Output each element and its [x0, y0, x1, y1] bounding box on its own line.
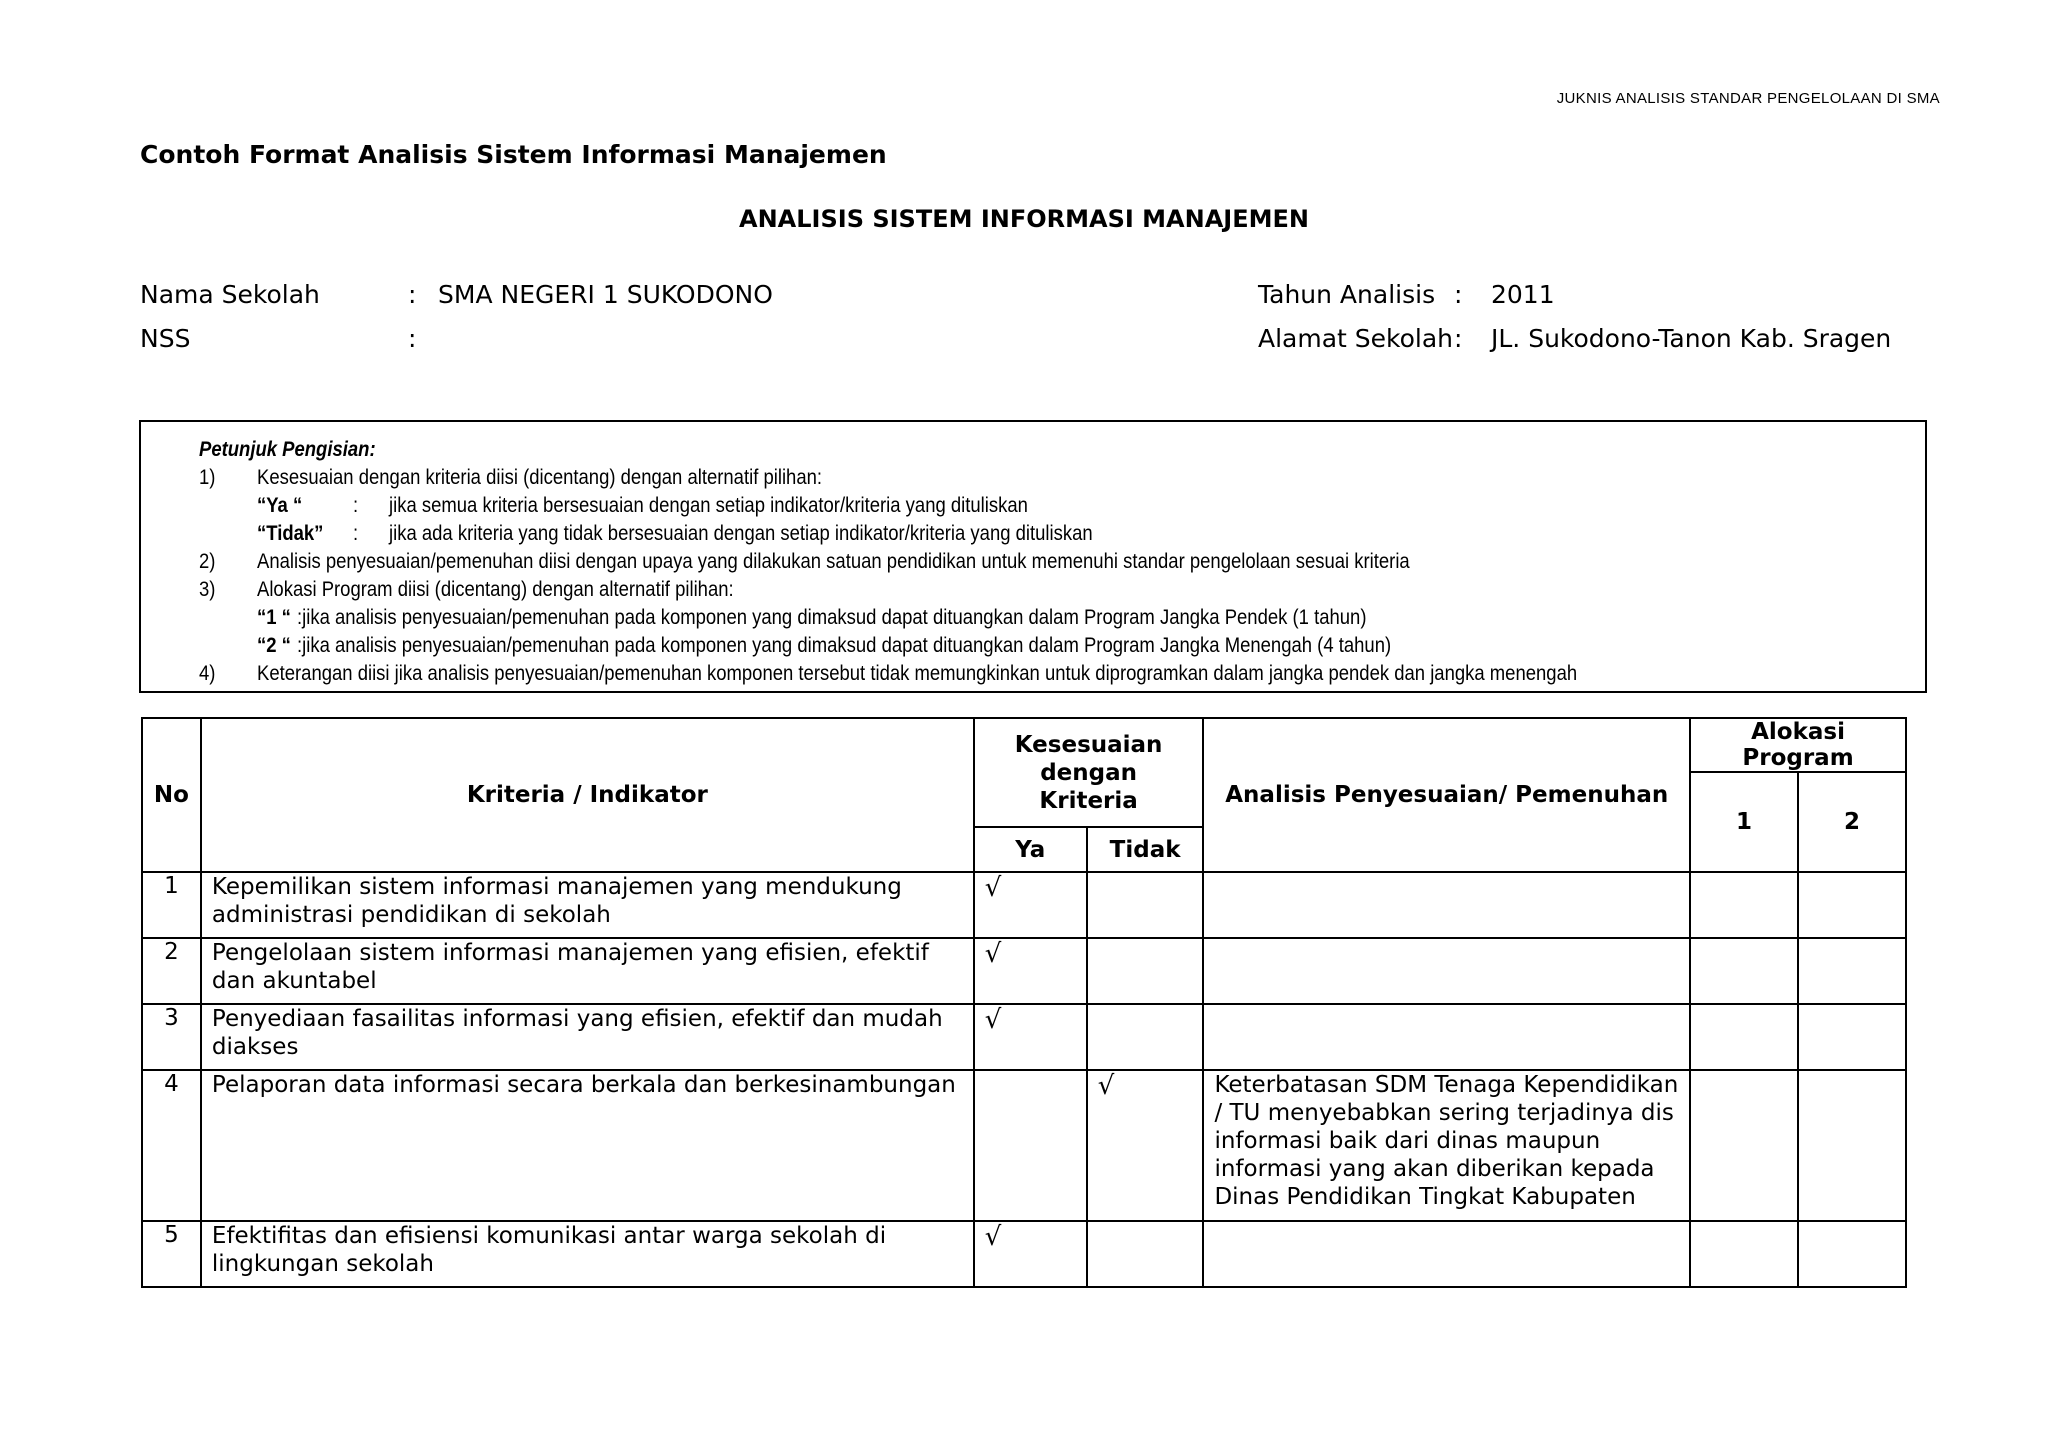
row-program-2 — [1798, 938, 1906, 1004]
row-check-tidak: √ — [1087, 1070, 1204, 1221]
row-analysis: Keterbatasan SDM Tenaga Kependidikan / TU menyebabkan sering terjadinya dis informasi baik dari dinas maupun informasi yang akan diberikan kepada Dinas Pendidikan Tingkat Kabupaten — [1203, 1070, 1690, 1221]
row-number: 4 — [142, 1070, 201, 1221]
instruction-number-1: 1) — [199, 466, 216, 489]
instruction-text-2: Analisis penyesuaian/pemenuhan diisi dengan upaya yang dilakukan satuan pendidikan untuk memenuhi standar pengelolaan sesuai kriteria — [257, 550, 1410, 573]
analysis-table — [141, 717, 1907, 1288]
option-ya-key: “Ya “ — [257, 494, 303, 517]
instruction-text-1: Kesesuaian dengan kriteria diisi (dicentang) dengan alternatif pilihan: — [257, 466, 823, 489]
option-tidak-key: “Tidak” — [257, 522, 324, 545]
row-number: 1 — [142, 872, 201, 938]
instruction-number-4: 4) — [199, 662, 216, 685]
row-program-1 — [1690, 1221, 1798, 1287]
row-program-1 — [1690, 1004, 1798, 1070]
table-row — [142, 1070, 1906, 1221]
row-check-tidak — [1087, 1221, 1204, 1287]
header-analisis: Analisis Penyesuaian/ Pemenuhan — [1203, 718, 1690, 872]
row-check-ya: √ — [974, 1221, 1087, 1287]
row-number: 2 — [142, 938, 201, 1004]
row-analysis — [1203, 938, 1690, 1004]
row-check-tidak — [1087, 1004, 1204, 1070]
row-criteria: Pelaporan data informasi secara berkala dan berkesinambungan — [201, 1070, 974, 1221]
table-row — [142, 1004, 1906, 1070]
row-program-2 — [1798, 872, 1906, 938]
row-analysis — [1203, 1221, 1690, 1287]
option-ya-colon: : — [353, 494, 359, 517]
option-2-text: :jika analisis penyesuaian/pemenuhan pada komponen yang dimaksud dapat dituangkan dalam Program Jangka Menengah (4 tahun) — [297, 634, 1392, 657]
nss-label: NSS — [140, 324, 191, 353]
row-program-2 — [1798, 1221, 1906, 1287]
row-check-tidak — [1087, 938, 1204, 1004]
row-program-2 — [1798, 1070, 1906, 1221]
address-label: Alamat Sekolah — [1258, 324, 1454, 353]
header-tidak: Tidak — [1087, 827, 1204, 872]
option-1-text: :jika analisis penyesuaian/pemenuhan pada komponen yang dimaksud dapat dituangkan dalam Program Jangka Pendek (1 tahun) — [297, 606, 1367, 629]
row-analysis — [1203, 872, 1690, 938]
instructions-box — [139, 420, 1927, 693]
row-criteria: Penyediaan fasailitas informasi yang efisien, efektif dan mudah diakses — [201, 1004, 974, 1070]
table-row — [142, 872, 1906, 938]
row-program-2 — [1798, 1004, 1906, 1070]
row-program-1 — [1690, 1070, 1798, 1221]
school-name-colon: : — [408, 280, 417, 309]
address-colon: : — [1454, 324, 1463, 353]
option-1-key: “1 “ — [257, 606, 291, 629]
row-check-tidak — [1087, 872, 1204, 938]
header-ya: Ya — [974, 827, 1087, 872]
option-tidak-colon: : — [353, 522, 359, 545]
school-name-label: Nama Sekolah — [140, 280, 320, 309]
row-criteria: Pengelolaan sistem informasi manajemen yang efisien, efektif dan akuntabel — [201, 938, 974, 1004]
instruction-number-3: 3) — [199, 578, 216, 601]
row-criteria: Kepemilikan sistem informasi manajemen yang mendukung administrasi pendidikan di sekolah — [201, 872, 974, 938]
header-kriteria: Kriteria / Indikator — [201, 718, 974, 872]
year-label: Tahun Analisis — [1258, 280, 1436, 309]
header-kesesuaian: Kesesuaian dengan Kriteria — [974, 718, 1204, 827]
table-row — [142, 938, 1906, 1004]
header-program-2: 2 — [1798, 772, 1906, 872]
table-row — [142, 1221, 1906, 1287]
row-check-ya: √ — [974, 1004, 1087, 1070]
school-name-value: SMA NEGERI 1 SUKODONO — [438, 280, 773, 309]
instructions-title: Petunjuk Pengisian: — [199, 438, 376, 461]
option-ya-text: jika semua kriteria bersesuaian dengan setiap indikator/kriteria yang dituliskan — [389, 494, 1028, 517]
option-2-key: “2 “ — [257, 634, 291, 657]
instruction-text-4: Keterangan diisi jika analisis penyesuaian/pemenuhan komponen tersebut tidak memungkinkan untuk diprogramkan dalam jangka pendek dan jangka menengah — [257, 662, 1578, 685]
year-value: 2011 — [1491, 280, 1555, 309]
header-no: No — [142, 718, 201, 872]
row-number: 3 — [142, 1004, 201, 1070]
running-header: JUKNIS ANALISIS STANDAR PENGELOLAAN DI SMA — [1556, 90, 1940, 107]
document-title: ANALISIS SISTEM INFORMASI MANAJEMEN — [739, 205, 1309, 233]
row-program-1 — [1690, 872, 1798, 938]
year-colon: : — [1454, 280, 1463, 309]
row-check-ya: √ — [974, 938, 1087, 1004]
row-program-1 — [1690, 938, 1798, 1004]
header-alokasi: Alokasi Program — [1690, 718, 1906, 772]
document-heading: Contoh Format Analisis Sistem Informasi Manajemen — [140, 140, 887, 169]
address-value: JL. Sukodono-Tanon Kab. Sragen — [1491, 324, 1892, 353]
row-check-ya — [974, 1070, 1087, 1221]
row-analysis — [1203, 1004, 1690, 1070]
row-number: 5 — [142, 1221, 201, 1287]
row-criteria: Efektifitas dan efisiensi komunikasi antar warga sekolah di lingkungan sekolah — [201, 1221, 974, 1287]
nss-colon: : — [408, 324, 417, 353]
header-program-1: 1 — [1690, 772, 1798, 872]
instruction-text-3: Alokasi Program diisi (dicentang) dengan alternatif pilihan: — [257, 578, 734, 601]
instruction-number-2: 2) — [199, 550, 216, 573]
row-check-ya: √ — [974, 872, 1087, 938]
option-tidak-text: jika ada kriteria yang tidak bersesuaian dengan setiap indikator/kriteria yang dituliskan — [389, 522, 1093, 545]
